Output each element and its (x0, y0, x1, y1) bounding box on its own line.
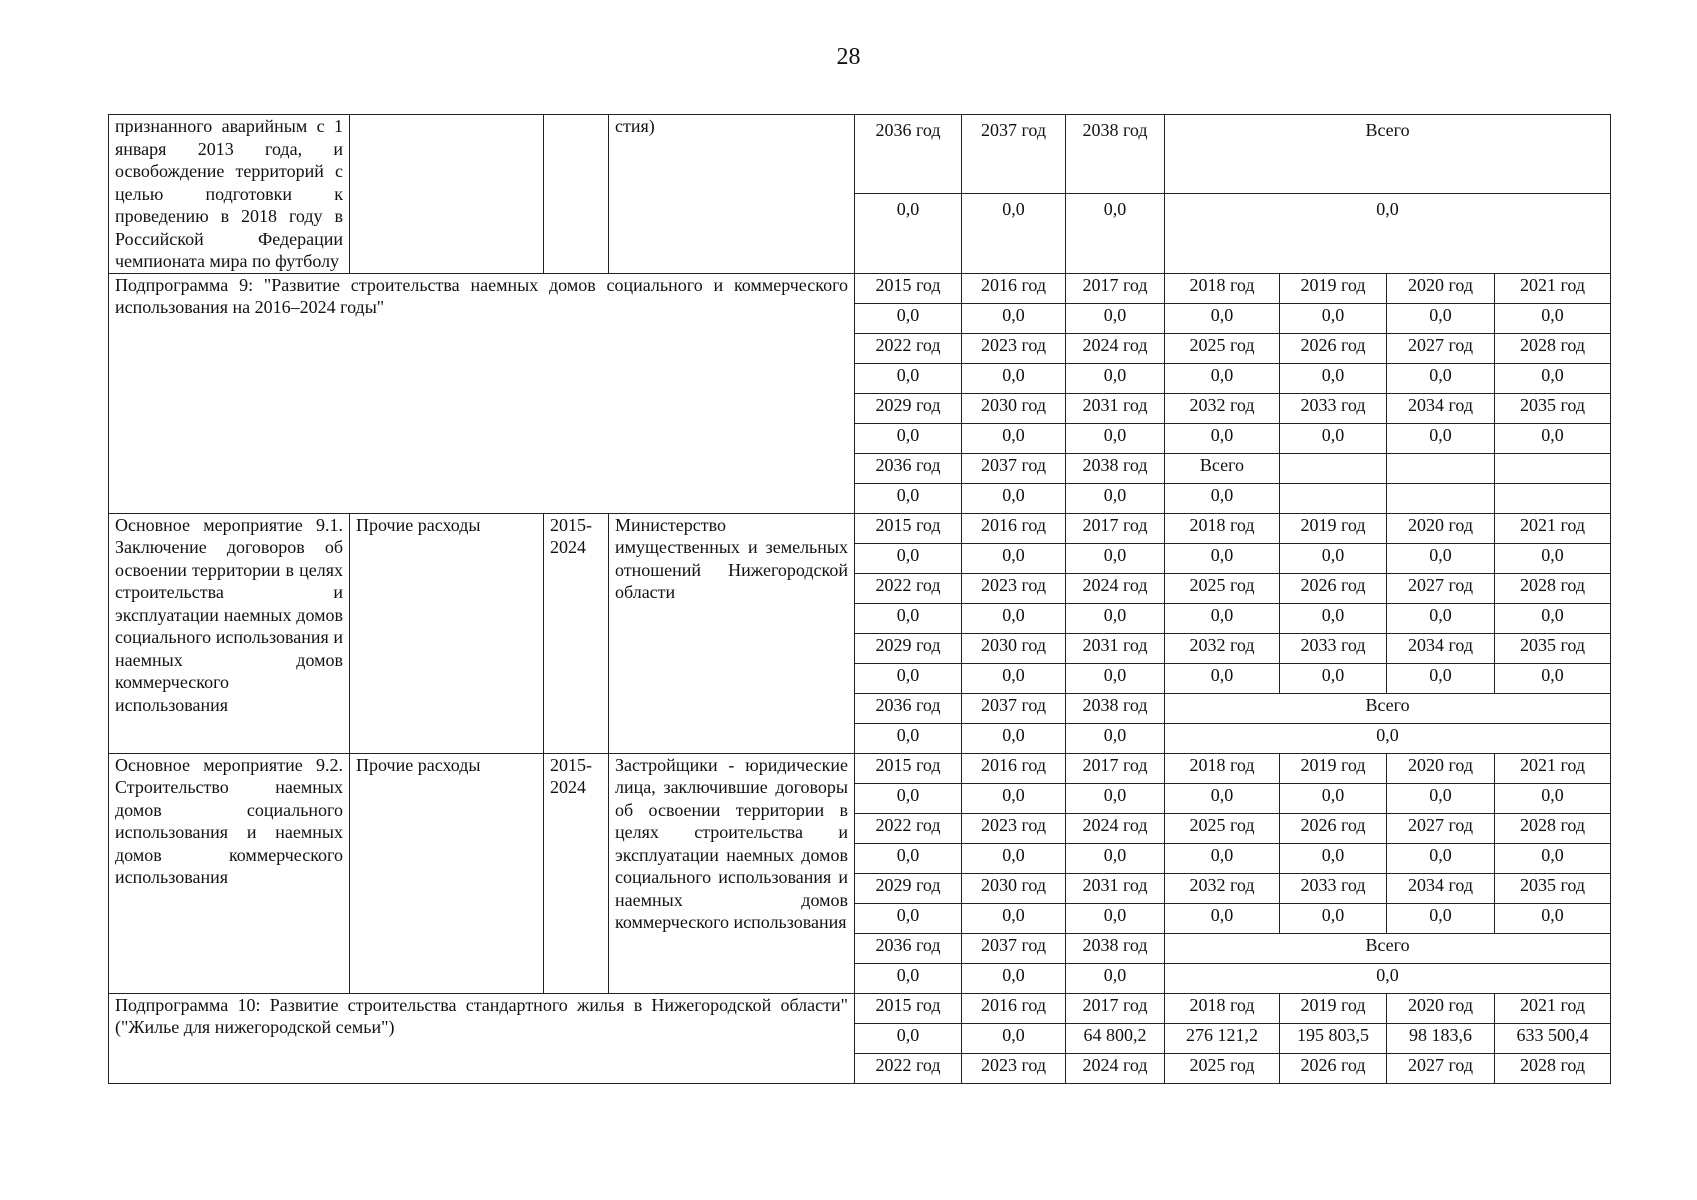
value-cell: 0,0 (1165, 603, 1280, 633)
value-cell: 0,0 (1066, 423, 1165, 453)
table-row (109, 513, 1611, 543)
total-label: Всего (1165, 693, 1611, 723)
value-cell: 195 803,5 (1280, 1023, 1387, 1053)
period-cell (544, 115, 609, 274)
year-label: 2020 год (1387, 993, 1495, 1023)
period-cell: 2015-2024 (544, 753, 609, 993)
value-cell: 276 121,2 (1165, 1023, 1280, 1053)
value-cell: 0,0 (1066, 303, 1165, 333)
year-label: 2016 год (962, 513, 1066, 543)
year-label: 2032 год (1165, 873, 1280, 903)
year-label: 2029 год (855, 633, 962, 663)
value-cell: 0,0 (962, 483, 1066, 513)
measure-name-cell: признанного аварийным с 1 января 2013 года, и освобождение территорий с целью подготовки к проведению в 2018 году в Российской Федерации чемпионата мира по футболу (109, 115, 350, 274)
expense-cell (350, 115, 544, 274)
value-cell: 0,0 (855, 723, 962, 753)
year-label: 2015 год (855, 993, 962, 1023)
value-cell: 0,0 (1280, 423, 1387, 453)
year-label: 2018 год (1165, 993, 1280, 1023)
value-cell: 0,0 (1387, 783, 1495, 813)
value-cell: 0,0 (962, 663, 1066, 693)
value-cell: 0,0 (962, 1023, 1066, 1053)
year-label: 2035 год (1495, 393, 1611, 423)
year-label: 2025 год (1165, 333, 1280, 363)
value-cell: 0,0 (1387, 903, 1495, 933)
value-cell: 0,0 (962, 963, 1066, 993)
value-cell: 0,0 (1066, 194, 1165, 273)
year-label: 2019 год (1280, 753, 1387, 783)
value-cell: 0,0 (1495, 663, 1611, 693)
year-label: 2023 год (962, 1053, 1066, 1083)
year-label: 2020 год (1387, 513, 1495, 543)
total-label: Всего (1165, 933, 1611, 963)
year-label: 2019 год (1280, 513, 1387, 543)
empty-cell (1387, 483, 1495, 513)
year-label: 2015 год (855, 273, 962, 303)
year-label: 2028 год (1495, 1053, 1611, 1083)
year-label: 2025 год (1165, 1053, 1280, 1083)
value-cell: 0,0 (962, 783, 1066, 813)
period-cell: 2015-2024 (544, 513, 609, 753)
measure-name-cell: Основное мероприятие 9.1. Заключение договоров об освоении территории в целях строительства и эксплуатации наемных домов социального использования и наемных домов коммерческого использования (109, 513, 350, 753)
year-label: 2031 год (1066, 393, 1165, 423)
total-label: Всего (1165, 453, 1280, 483)
year-label: 2017 год (1066, 993, 1165, 1023)
value-cell: 0,0 (1280, 303, 1387, 333)
year-label: 2024 год (1066, 573, 1165, 603)
value-cell: 0,0 (855, 1023, 962, 1053)
value-cell: 0,0 (855, 903, 962, 933)
value-cell: 0,0 (1280, 783, 1387, 813)
year-label: 2035 год (1495, 873, 1611, 903)
value-cell: 0,0 (1066, 603, 1165, 633)
year-label: 2019 год (1280, 993, 1387, 1023)
value-cell: 0,0 (1387, 303, 1495, 333)
value-cell: 0,0 (1495, 543, 1611, 573)
value-cell: 0,0 (1387, 423, 1495, 453)
year-label: 2026 год (1280, 1053, 1387, 1083)
value-cell: 98 183,6 (1387, 1023, 1495, 1053)
value-cell: 0,0 (1066, 663, 1165, 693)
empty-cell (1495, 453, 1611, 483)
year-label: 2028 год (1495, 573, 1611, 603)
value-cell: 0,0 (1387, 543, 1495, 573)
table-row (109, 273, 1611, 303)
year-label: 2021 год (1495, 513, 1611, 543)
year-label: 2038 год (1066, 933, 1165, 963)
value-cell: 0,0 (1495, 363, 1611, 393)
value-cell: 0,0 (1387, 663, 1495, 693)
value-cell: 0,0 (1495, 843, 1611, 873)
expense-cell: Прочие расходы (350, 513, 544, 753)
total-value: 0,0 (1165, 483, 1280, 513)
year-label: 2023 год (962, 573, 1066, 603)
value-cell: 0,0 (962, 423, 1066, 453)
year-label: 2024 год (1066, 813, 1165, 843)
year-label: 2017 год (1066, 753, 1165, 783)
year-label: 2019 год (1280, 273, 1387, 303)
year-label: 2032 год (1165, 633, 1280, 663)
year-label: 2030 год (962, 633, 1066, 663)
year-label: 2030 год (962, 393, 1066, 423)
year-label: 2036 год (855, 453, 962, 483)
year-label: 2022 год (855, 333, 962, 363)
expense-cell: Прочие расходы (350, 753, 544, 993)
total-value: 0,0 (1165, 194, 1611, 273)
table-row (109, 115, 1611, 194)
value-cell: 0,0 (855, 543, 962, 573)
year-label: 2027 год (1387, 813, 1495, 843)
total-label: Всего (1165, 115, 1611, 194)
value-cell: 0,0 (1280, 603, 1387, 633)
year-label: 2028 год (1495, 333, 1611, 363)
year-label: 2034 год (1387, 873, 1495, 903)
value-cell: 0,0 (962, 903, 1066, 933)
year-label: 2035 год (1495, 633, 1611, 663)
year-label: 2022 год (855, 573, 962, 603)
year-label: 2037 год (962, 933, 1066, 963)
value-cell: 0,0 (1280, 843, 1387, 873)
year-label: 2025 год (1165, 573, 1280, 603)
year-label: 2036 год (855, 933, 962, 963)
year-label: 2023 год (962, 813, 1066, 843)
value-cell: 0,0 (855, 843, 962, 873)
year-label: 2034 год (1387, 633, 1495, 663)
value-cell: 0,0 (1280, 903, 1387, 933)
value-cell: 0,0 (962, 363, 1066, 393)
value-cell: 0,0 (962, 543, 1066, 573)
executor-cell: стия) (609, 115, 855, 274)
year-label: 2027 год (1387, 1053, 1495, 1083)
value-cell: 0,0 (1387, 603, 1495, 633)
year-label: 2027 год (1387, 333, 1495, 363)
year-label: 2021 год (1495, 273, 1611, 303)
value-cell: 0,0 (1165, 663, 1280, 693)
year-label: 2016 год (962, 753, 1066, 783)
year-label: 2021 год (1495, 753, 1611, 783)
value-cell: 0,0 (855, 423, 962, 453)
year-label: 2026 год (1280, 333, 1387, 363)
year-label: 2031 год (1066, 873, 1165, 903)
value-cell: 0,0 (855, 194, 962, 273)
value-cell: 0,0 (1066, 783, 1165, 813)
value-cell: 0,0 (1066, 903, 1165, 933)
value-cell: 0,0 (1387, 843, 1495, 873)
value-cell: 0,0 (1165, 543, 1280, 573)
value-cell: 0,0 (1066, 963, 1165, 993)
value-cell: 0,0 (1165, 783, 1280, 813)
year-label: 2018 год (1165, 753, 1280, 783)
year-label: 2022 год (855, 1053, 962, 1083)
year-label: 2038 год (1066, 115, 1165, 194)
value-cell: 0,0 (962, 603, 1066, 633)
empty-cell (1387, 453, 1495, 483)
value-cell: 0,0 (1165, 423, 1280, 453)
executor-cell: Министерство имущественных и земельных отношений Нижегородской области (609, 513, 855, 753)
value-cell: 0,0 (1165, 903, 1280, 933)
value-cell: 0,0 (1280, 363, 1387, 393)
year-label: 2032 год (1165, 393, 1280, 423)
value-cell: 0,0 (855, 483, 962, 513)
total-value: 0,0 (1165, 963, 1611, 993)
year-label: 2016 год (962, 993, 1066, 1023)
year-label: 2026 год (1280, 813, 1387, 843)
table-row (109, 753, 1611, 783)
year-label: 2030 год (962, 873, 1066, 903)
value-cell: 0,0 (962, 194, 1066, 273)
year-label: 2023 год (962, 333, 1066, 363)
value-cell: 0,0 (1066, 363, 1165, 393)
value-cell: 0,0 (855, 963, 962, 993)
value-cell: 0,0 (962, 303, 1066, 333)
value-cell: 0,0 (1066, 543, 1165, 573)
year-label: 2033 год (1280, 873, 1387, 903)
year-label: 2016 год (962, 273, 1066, 303)
year-label: 2015 год (855, 753, 962, 783)
year-label: 2029 год (855, 393, 962, 423)
year-label: 2020 год (1387, 273, 1495, 303)
year-label: 2028 год (1495, 813, 1611, 843)
value-cell: 0,0 (1495, 423, 1611, 453)
value-cell: 0,0 (1066, 843, 1165, 873)
year-label: 2017 год (1066, 513, 1165, 543)
value-cell: 0,0 (1495, 903, 1611, 933)
year-label: 2037 год (962, 115, 1066, 194)
value-cell: 0,0 (855, 603, 962, 633)
value-cell: 0,0 (855, 363, 962, 393)
year-label: 2027 год (1387, 573, 1495, 603)
year-label: 2015 год (855, 513, 962, 543)
value-cell: 0,0 (1387, 363, 1495, 393)
value-cell: 0,0 (855, 783, 962, 813)
empty-cell (1280, 483, 1387, 513)
year-label: 2031 год (1066, 633, 1165, 663)
value-cell: 0,0 (1280, 543, 1387, 573)
value-cell: 0,0 (1495, 303, 1611, 333)
value-cell: 0,0 (1066, 483, 1165, 513)
value-cell: 0,0 (1495, 603, 1611, 633)
value-cell: 0,0 (855, 663, 962, 693)
year-label: 2018 год (1165, 273, 1280, 303)
measure-name-cell: Основное мероприятие 9.2. Строительство наемных домов социального использования и наемных домов коммерческого использования (109, 753, 350, 993)
value-cell: 0,0 (962, 723, 1066, 753)
year-label: 2018 год (1165, 513, 1280, 543)
year-label: 2036 год (855, 115, 962, 194)
year-label: 2020 год (1387, 753, 1495, 783)
year-label: 2037 год (962, 453, 1066, 483)
value-cell: 0,0 (1165, 303, 1280, 333)
year-label: 2017 год (1066, 273, 1165, 303)
value-cell: 64 800,2 (1066, 1023, 1165, 1053)
value-cell: 0,0 (1165, 363, 1280, 393)
subprogram-title: Подпрограмма 10: Развитие строительства стандартного жилья в Нижегородской области" ("Жилье для нижегородской семьи") (109, 993, 855, 1083)
year-label: 2037 год (962, 693, 1066, 723)
value-cell: 0,0 (855, 303, 962, 333)
year-label: 2036 год (855, 693, 962, 723)
year-label: 2026 год (1280, 573, 1387, 603)
year-label: 2029 год (855, 873, 962, 903)
value-cell: 0,0 (1066, 723, 1165, 753)
total-value: 0,0 (1165, 723, 1611, 753)
year-label: 2024 год (1066, 1053, 1165, 1083)
year-label: 2024 год (1066, 333, 1165, 363)
value-cell: 0,0 (1165, 843, 1280, 873)
year-label: 2034 год (1387, 393, 1495, 423)
value-cell: 0,0 (1280, 663, 1387, 693)
empty-cell (1495, 483, 1611, 513)
value-cell: 0,0 (1495, 783, 1611, 813)
table-row (109, 993, 1611, 1023)
page-number: 28 (836, 44, 861, 70)
year-label: 2038 год (1066, 453, 1165, 483)
value-cell: 633 500,4 (1495, 1023, 1611, 1053)
year-label: 2033 год (1280, 633, 1387, 663)
subprogram-title: Подпрограмма 9: "Развитие строительства наемных домов социального и коммерческого использования на 2016–2024 годы" (109, 273, 855, 513)
year-label: 2038 год (1066, 693, 1165, 723)
empty-cell (1280, 453, 1387, 483)
year-label: 2021 год (1495, 993, 1611, 1023)
year-label: 2033 год (1280, 393, 1387, 423)
year-label: 2022 год (855, 813, 962, 843)
value-cell: 0,0 (962, 843, 1066, 873)
financing-table (108, 114, 1611, 1084)
year-label: 2025 год (1165, 813, 1280, 843)
executor-cell: Застройщики - юридические лица, заключившие договоры об освоении территории в целях строительства и эксплуатации наемных домов социального использования и наемных домов коммерческого использования (609, 753, 855, 993)
